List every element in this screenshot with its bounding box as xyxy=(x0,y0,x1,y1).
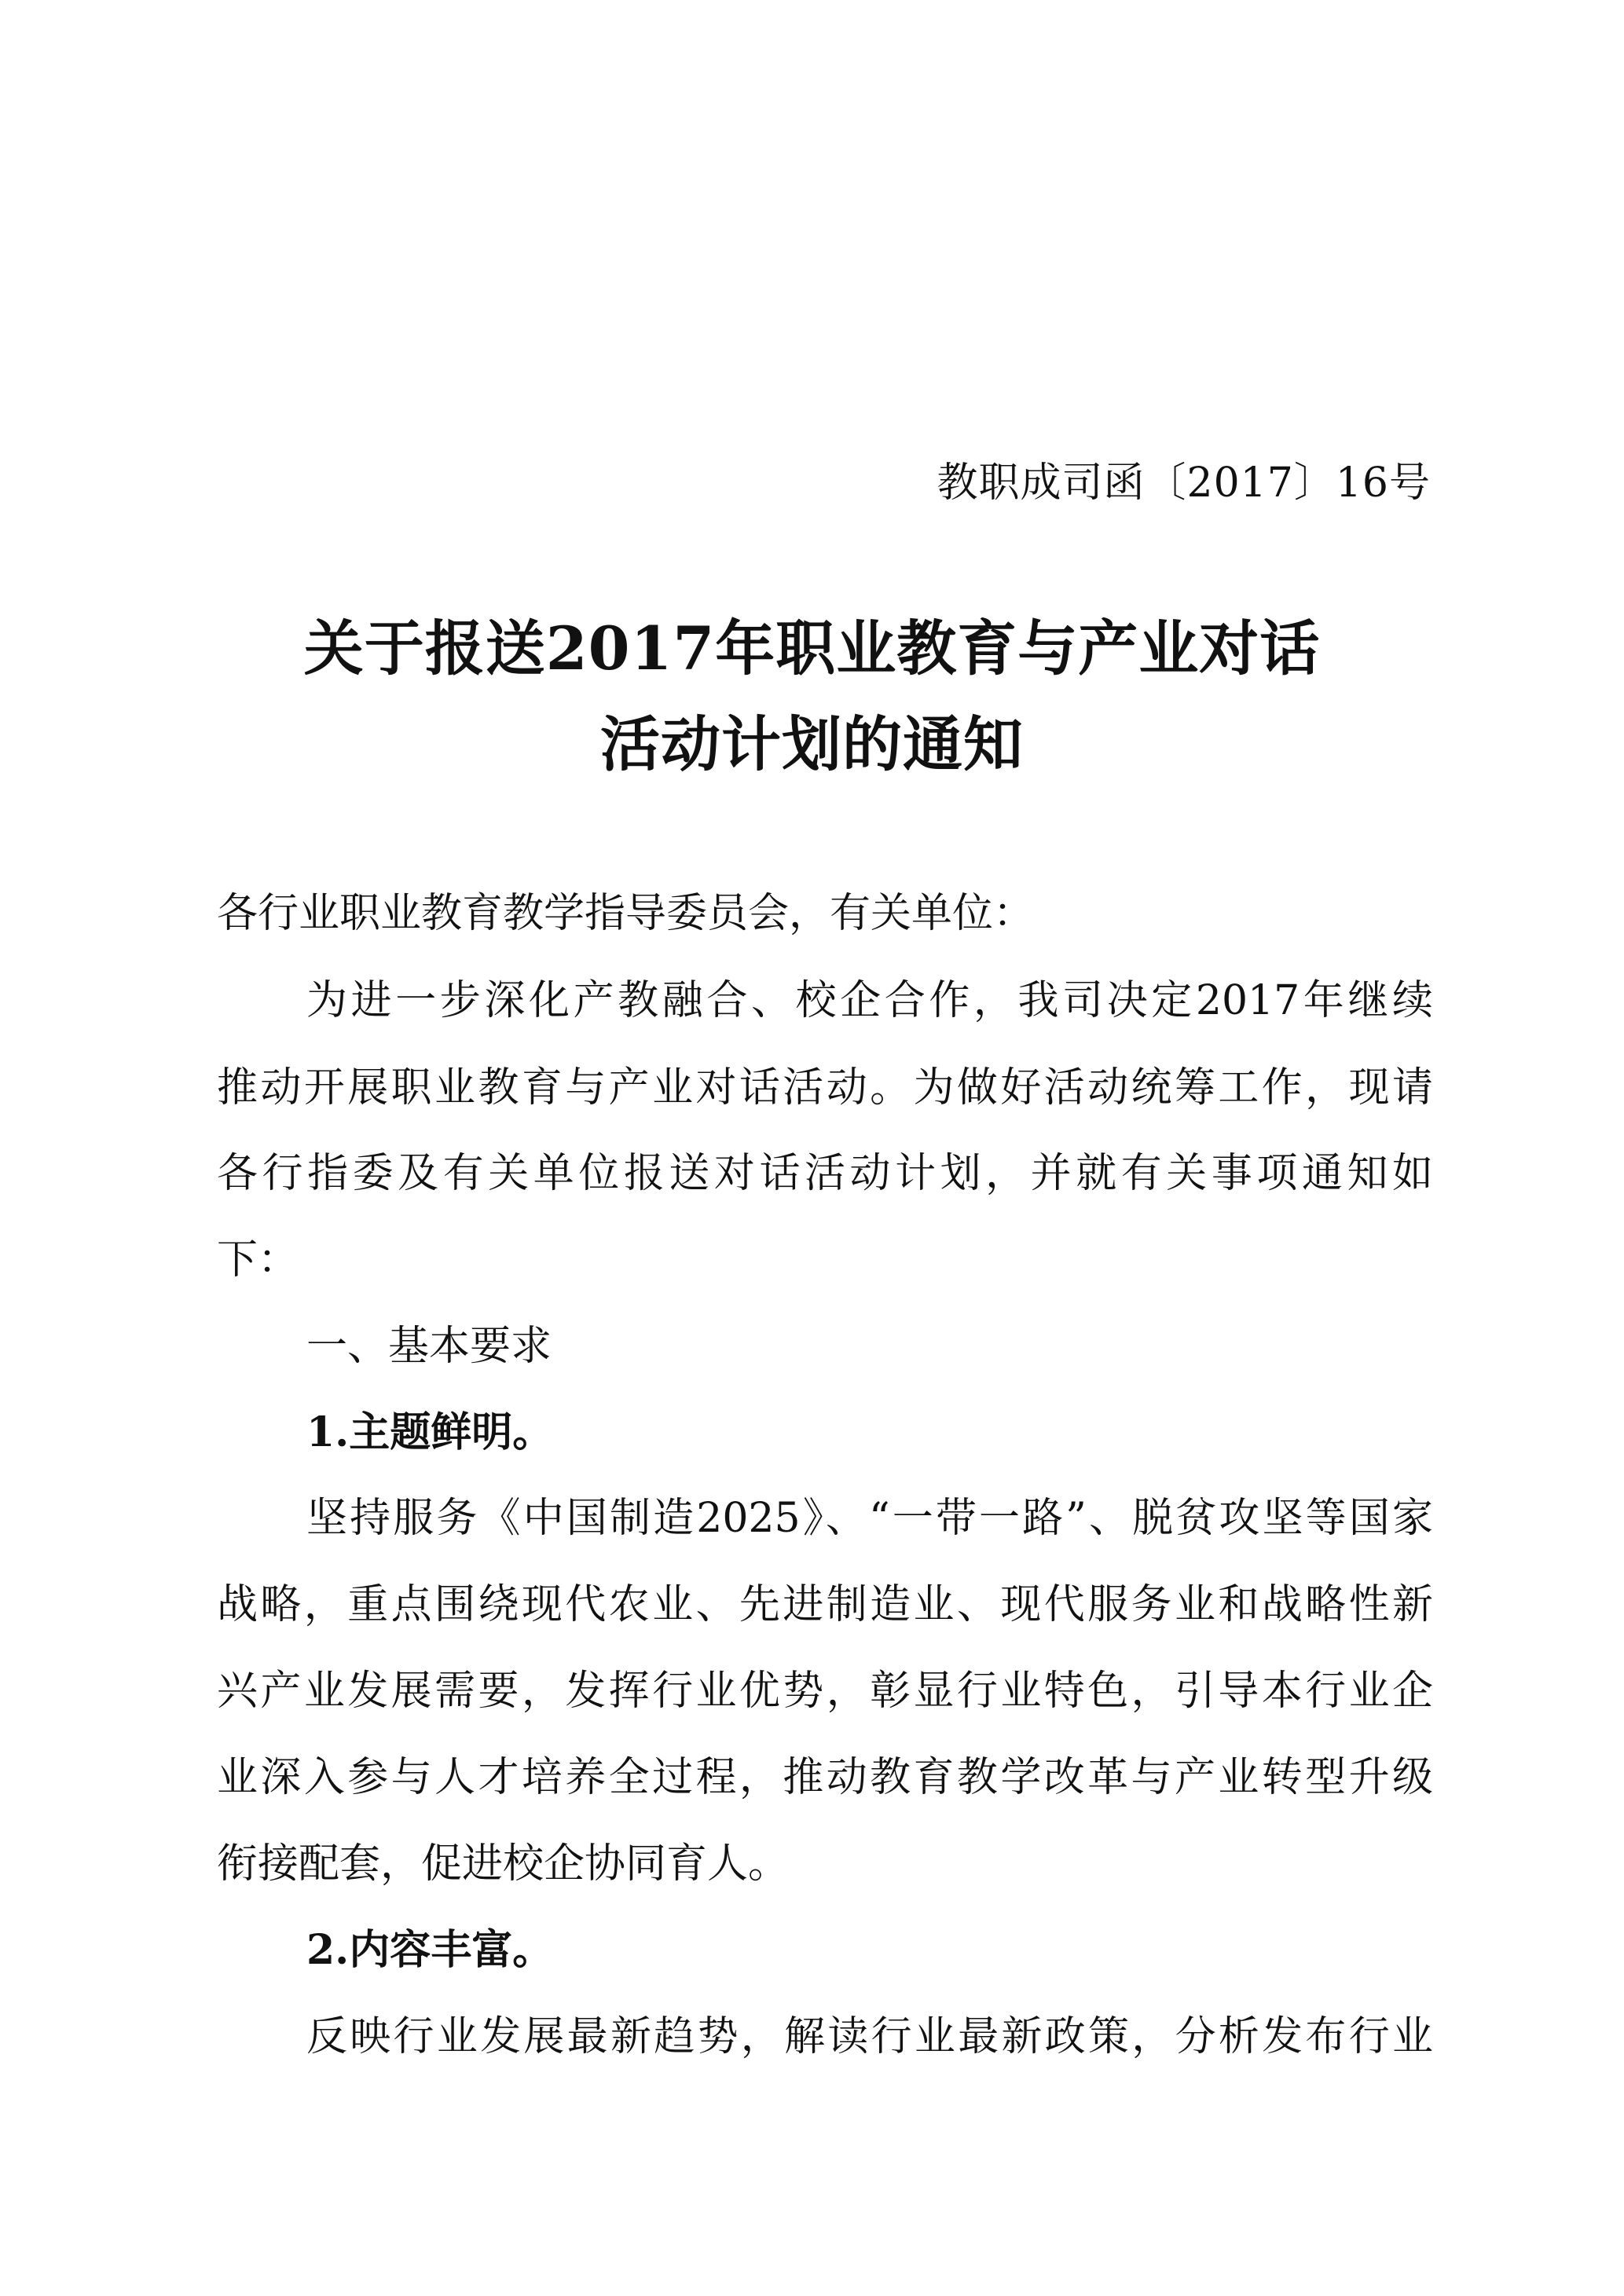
salutation: 各行业职业教育教学指导委员会，有关单位： xyxy=(217,890,1035,937)
document-title-line-2: 活动计划的通知 xyxy=(600,709,1024,779)
paragraph-line: 下： xyxy=(217,1236,299,1283)
paragraph-line: 业深入参与人才培养全过程，推动教育教学改革与产业转型升级 xyxy=(217,1754,1433,1801)
item-heading: 1.主题鲜明。 xyxy=(306,1408,554,1456)
section-heading: 一、基本要求 xyxy=(306,1323,552,1370)
document-number: 教职成司函〔2017〕16号 xyxy=(937,460,1431,507)
paragraph-line: 战略，重点围绕现代农业、先进制造业、现代服务业和战略性新 xyxy=(217,1581,1433,1628)
document-title-line-1: 关于报送2017年职业教育与产业对话 xyxy=(303,613,1321,683)
paragraph-line: 各行指委及有关单位报送对话活动计划，并就有关事项通知如 xyxy=(217,1150,1433,1197)
paragraph-line: 兴产业发展需要，发挥行业优势，彰显行业特色，引导本行业企 xyxy=(217,1668,1433,1715)
paragraph-line: 反映行业发展最新趋势，解读行业最新政策，分析发布行业 xyxy=(306,2013,1433,2060)
paragraph-line: 推动开展职业教育与产业对话活动。为做好活动统筹工作，现请 xyxy=(217,1064,1433,1111)
item-heading: 2.内容丰富。 xyxy=(306,1926,554,1974)
paragraph-line: 为进一步深化产教融合、校企合作，我司决定2017年继续 xyxy=(306,977,1433,1024)
paragraph-line: 坚持服务《中国制造2025》、“一带一路”、脱贫攻坚等国家 xyxy=(306,1495,1433,1542)
paragraph-line: 衔接配套，促进校企协同育人。 xyxy=(217,1840,790,1888)
